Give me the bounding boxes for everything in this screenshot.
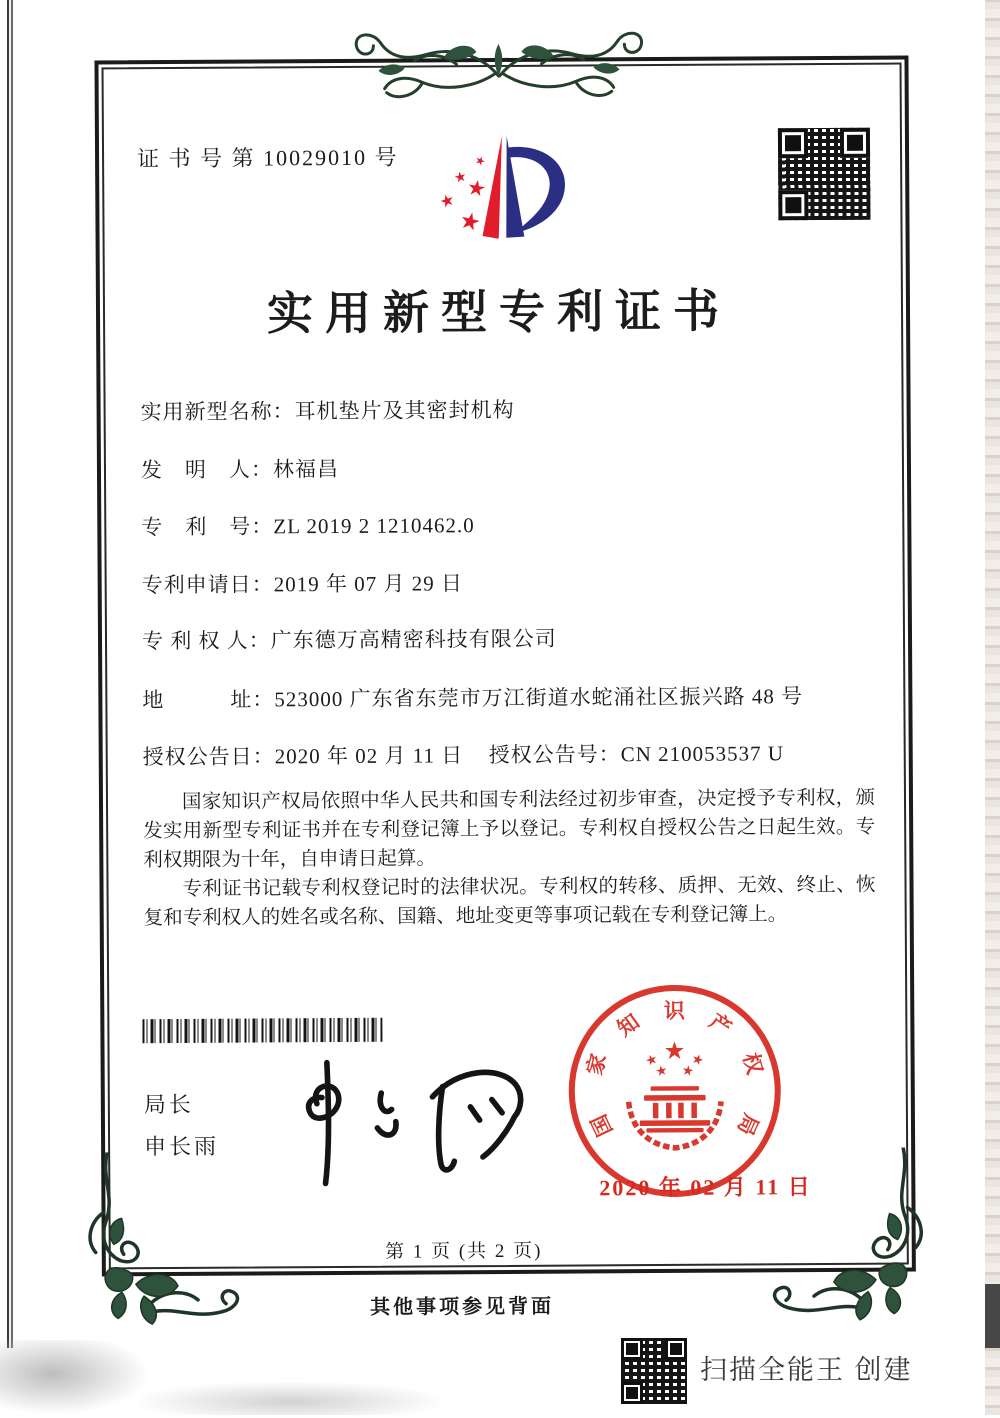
qr-code-icon [778,128,871,221]
field-value: 523000 广东省东莞市万江街道水蛇涌社区振兴路 48 号 [274,684,804,712]
legal-text [143,784,876,933]
seal-character: 产 [704,1008,736,1041]
seal-character: 识 [663,998,685,1024]
seal-date: 2020 年 02 月 11 日 [599,1174,812,1201]
seal-character: 局 [732,1109,764,1140]
field-row-patentee [142,623,557,656]
field-row-grant-date [143,739,464,771]
director-signature [271,1048,538,1196]
camscanner-watermark-label: 扫描全能王 创建 [700,1355,913,1385]
director-name: 申长雨 [144,1133,220,1160]
qr-finder [621,1382,643,1404]
field-value: 耳机垫片及其密封机构 [294,397,515,424]
seal-character: 国 [586,1110,618,1141]
qr-finder [665,1338,687,1360]
field-value: 广东德万高精密科技有限公司 [270,626,557,653]
field-value: CN 210053537 U [620,741,785,767]
certificate-number: 证 书 号 第 10029010 号 [136,144,399,172]
seal-character: 知 [612,1009,644,1042]
page-indicator: 第 1 页 (共 2 页) [384,1240,543,1263]
back-side-note: 其他事项参见背面 [370,1295,555,1319]
field-row-filing-date [142,567,463,599]
field-row-inventor [141,453,339,484]
cnipa-logo-icon [425,126,578,265]
seal-character: 权 [738,1050,767,1077]
seal-character: 家 [582,1051,611,1078]
qr-finder [778,128,808,158]
field-label: 发 明 人： [140,457,274,483]
field-value: 2020 年 02 月 11 日 [274,743,464,769]
field-label: 授权公告日： [142,744,275,770]
qr-finder [778,190,808,220]
certificate-title: 实用新型专利证书 [266,285,732,340]
field-label: 专 利 号： [141,514,274,540]
legal-paragraph: 国家知识产权局依照中华人民共和国专利法经过初步审查，决定授予专利权，颁发实用新型专利证书并在专利登记簿上予以登记。专利权自授权公告之日起生效。专利权期限为十年，自申请日起算。 [143,787,876,872]
field-label: 专 利 权 人： [141,628,271,654]
field-value: 林福昌 [272,456,340,482]
legal-paragraph: 专利证书记载专利权登记时的法律状况。专利权的转移、质押、无效、终止、恢复和专利权人的姓名或名称、国籍、地址变更等事项记载在专利登记簿上。 [143,874,876,930]
field-label: 授权公告号： [488,742,621,768]
qr-code-icon [621,1338,687,1404]
field-row-name [141,394,515,426]
field-label: 实用新型名称： [140,399,295,425]
national-emblem-icon [619,1033,730,1156]
field-row-patent-number [141,509,475,541]
field-value: 2019 年 07 月 29 日 [273,571,463,597]
field-value: ZL 2019 2 1210462.0 [273,513,475,539]
field-label: 专利申请日： [141,572,274,598]
official-seal [568,984,781,1197]
qr-finder [840,128,870,158]
barcode [142,1018,382,1043]
field-label: 地 址： [142,687,275,713]
director-title: 局长 [143,1091,194,1118]
field-row-grant-number [489,737,785,769]
field-row-address [142,680,803,714]
qr-finder [621,1338,643,1360]
